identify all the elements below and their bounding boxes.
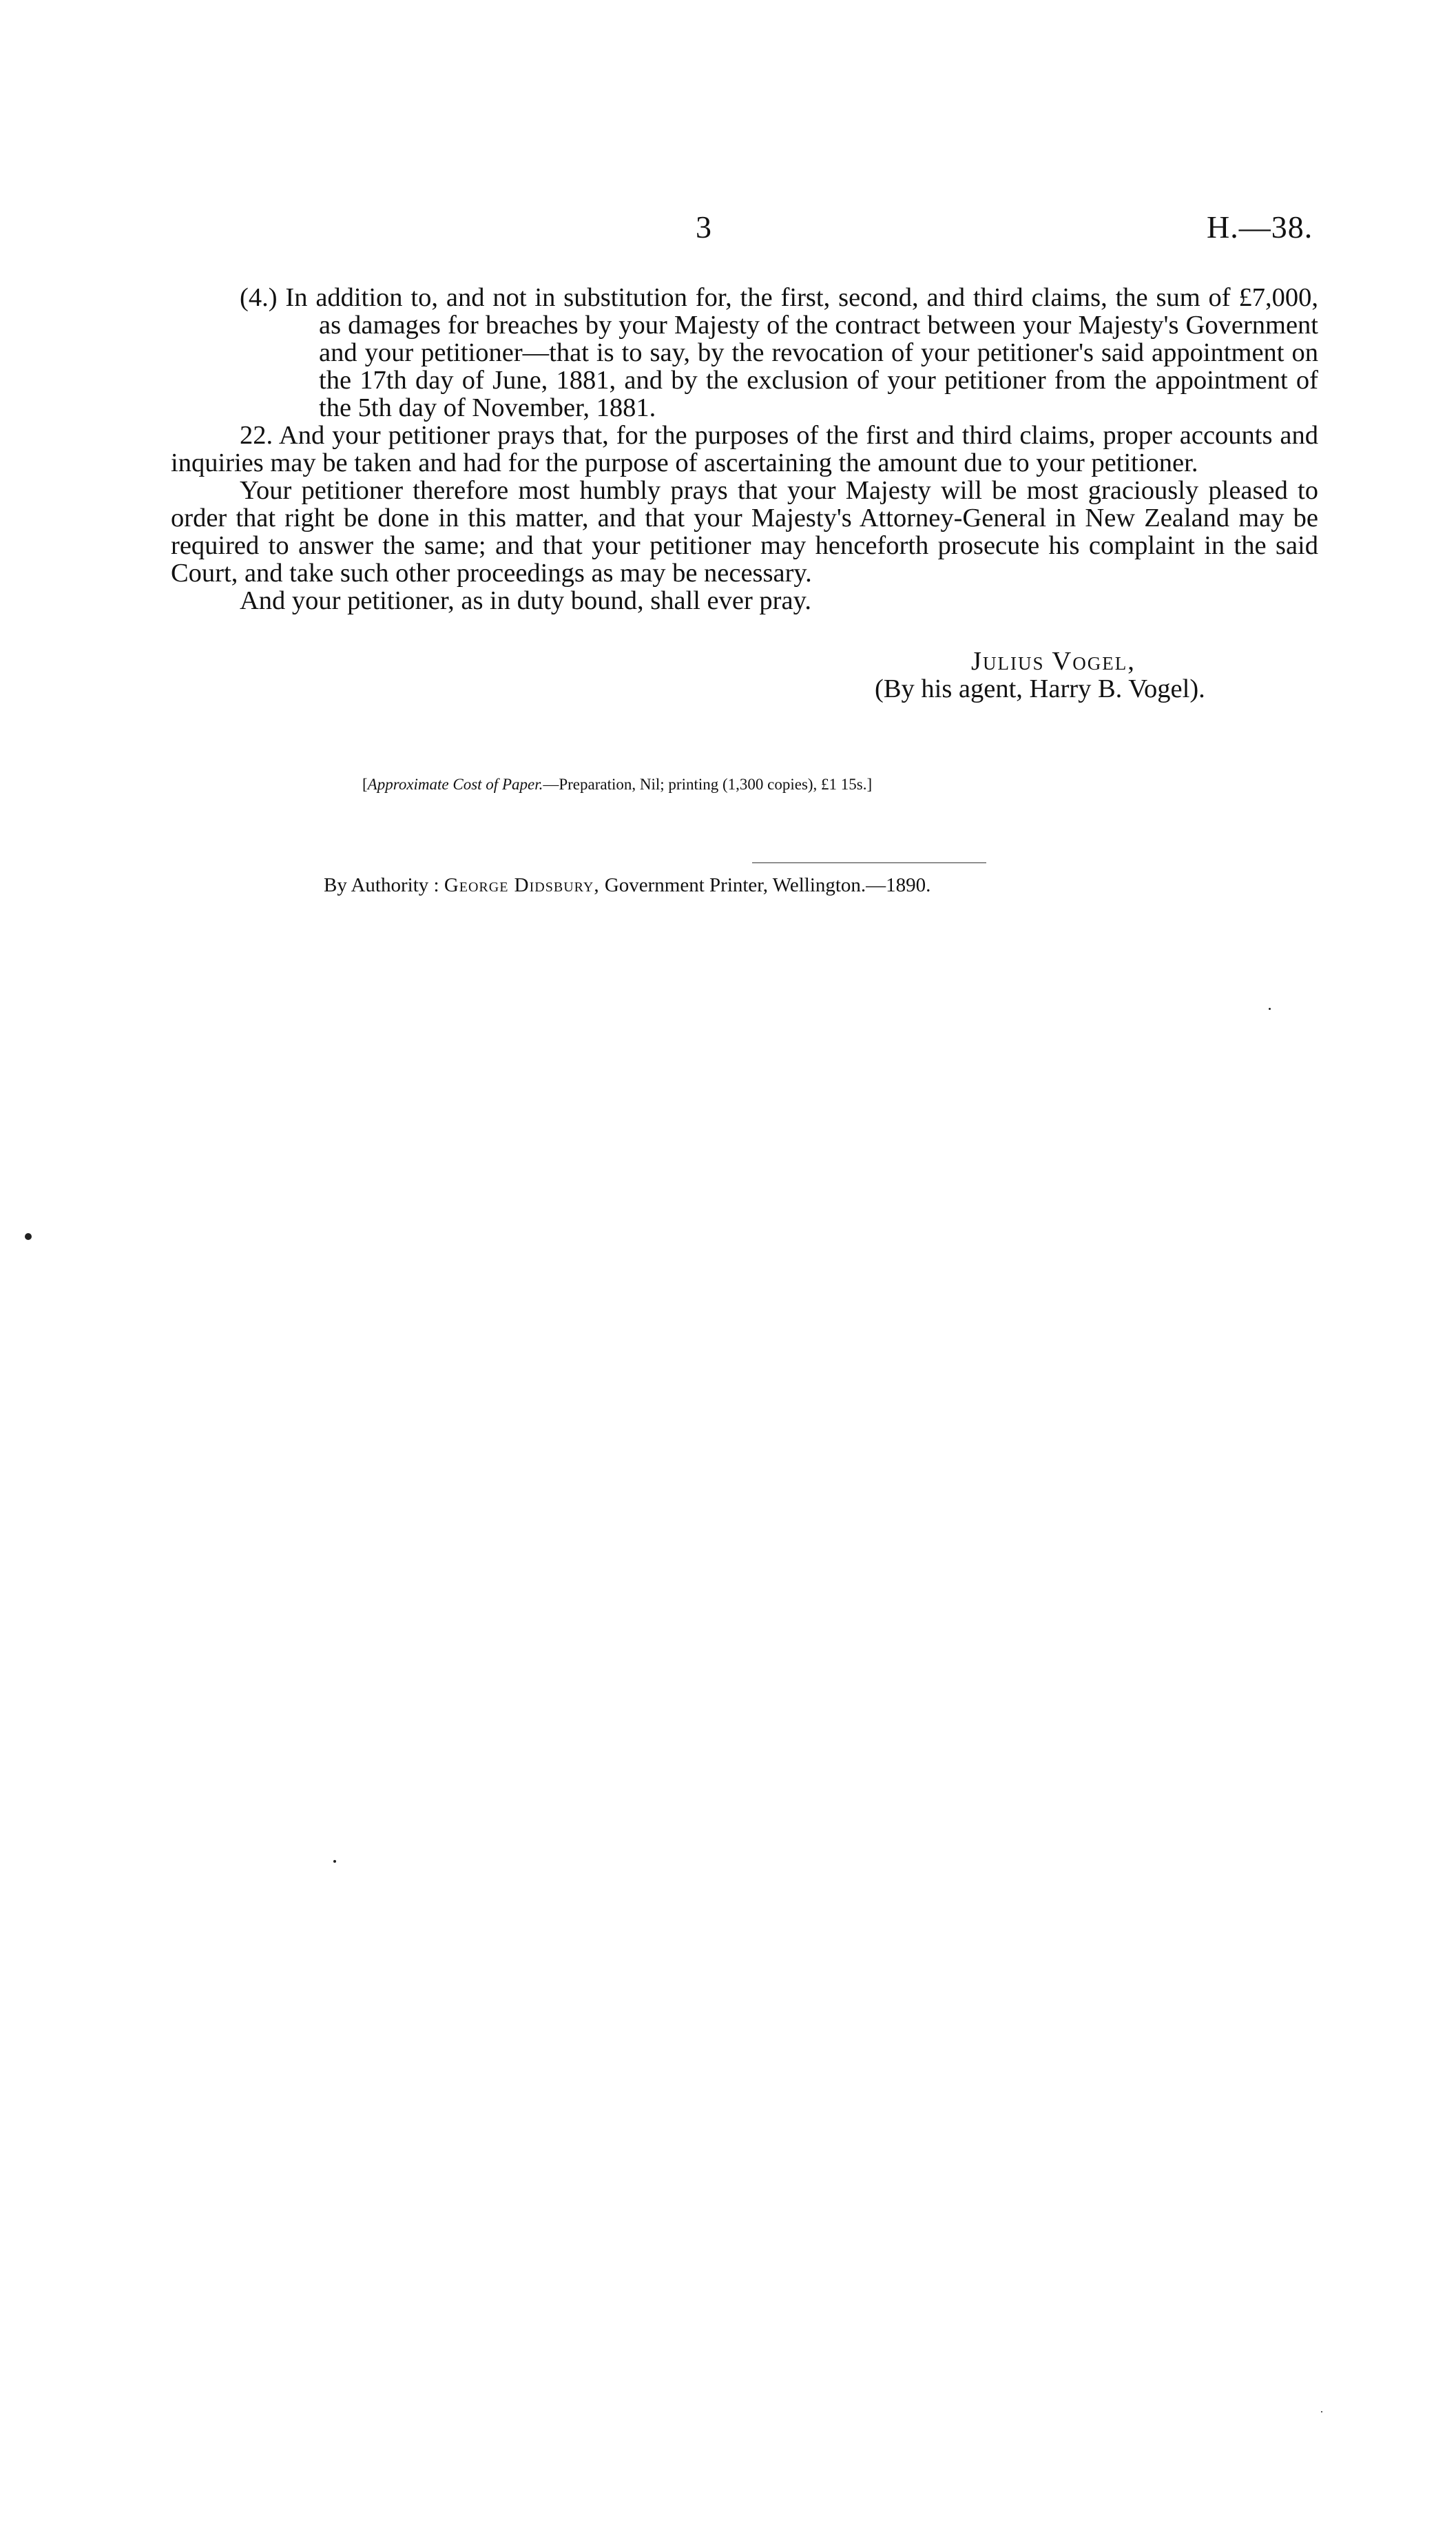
scan-speck — [1321, 2411, 1322, 2412]
signatory-agent: (By his agent, Harry B. Vogel). — [875, 674, 1205, 703]
divider-rule — [752, 862, 986, 863]
cost-note-label: Approximate Cost of Paper. — [367, 776, 543, 793]
paragraph-closing: And your petitioner, as in duty bound, shall ever pray. — [240, 586, 811, 615]
scan-speck — [1269, 1008, 1271, 1010]
paragraph-prayer: Your petitioner therefore most humbly prays that your Majesty will be most graciously pleased to order that right be done in this matter, and that your Majesty's Attorney-General in New Zealand may be required to answer the same; and that your petitioner may henceforth prosecute his complaint in the said Court, and take such other proceedings as may be necessary. — [171, 476, 1318, 588]
printer-name: George Didsbury, — [444, 874, 600, 896]
claim-four: (4.) In addition to, and not in substitution for, the first, second, and third claims, the sum of £7,000, as damages for breaches by your Majesty of the contract between your Majesty's Government and your petitioner—that is to say, by the revocation of your petitioner's said appointment on the 17th day of June, 1881, and by the exclusion of your petitioner from the appointment of the 5th day of November, 1881. — [240, 283, 1318, 422]
scan-speck — [25, 1233, 32, 1240]
signature-block — [875, 648, 1357, 703]
imprint-prefix: By Authority : — [324, 874, 439, 896]
scan-speck — [333, 1860, 336, 1863]
document-reference: H.—38. — [1207, 209, 1313, 245]
cost-note-details: —Preparation, Nil; printing (1,300 copies), £1 15s. — [543, 776, 867, 793]
printer-imprint — [324, 873, 1150, 898]
petition-body — [171, 284, 1318, 614]
cost-note: [Approximate Cost of Paper.—Preparation, Nil; printing (1,300 copies), £1 15s.] — [362, 776, 873, 793]
page-number: 3 — [696, 209, 711, 245]
signatory-name: Julius Vogel, — [971, 647, 1136, 676]
imprint-suffix: Government Printer, Wellington.—1890. — [604, 874, 931, 896]
paragraph-22: 22. And your petitioner prays that, for the purposes of the first and third claims, proper accounts and inquiries may be taken and had for the purpose of ascertaining the amount due to your petitioner. — [171, 421, 1318, 477]
